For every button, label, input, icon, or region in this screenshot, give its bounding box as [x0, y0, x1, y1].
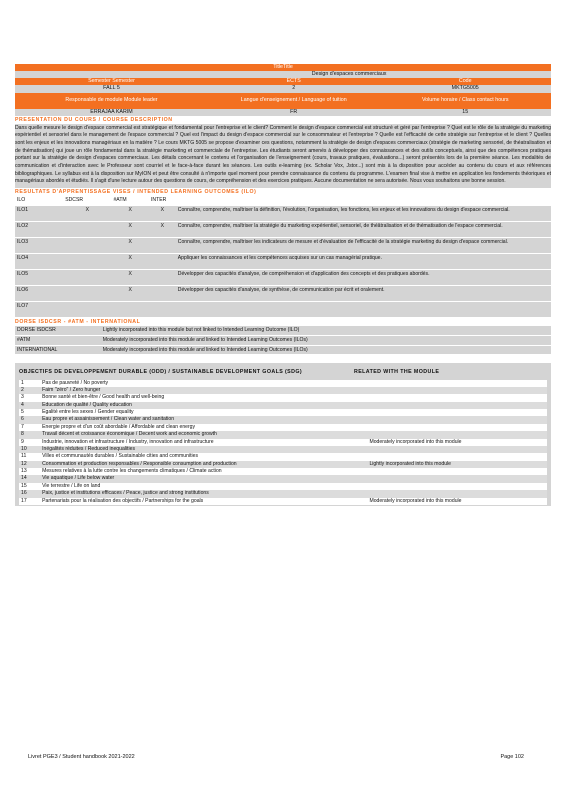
sdg-row — [19, 461, 547, 468]
sdg-related: Lightly incorporated into this module — [367, 461, 547, 468]
sdg-related — [367, 431, 547, 438]
ilo-description: Connaître, comprendre, maîtriser la définition, l'évolution, l'organisation, les fonctions, les enjeux et les innovations du design d'espace commercial. — [176, 205, 551, 221]
ilo-id: ILO4 — [15, 253, 63, 269]
ilo-row — [15, 237, 551, 253]
volume-label: Volume horaire / Class contact hours — [421, 96, 509, 103]
sdg-number: 17 — [19, 498, 40, 505]
ilo-row — [15, 253, 551, 269]
ilo-row — [15, 301, 551, 317]
semester-header-row — [15, 78, 551, 85]
ilo-inter-mark — [149, 301, 176, 317]
ilo-sdcsr-mark — [63, 237, 111, 253]
sdg-related — [367, 402, 547, 409]
ilo-id: ILO2 — [15, 221, 63, 237]
ilo-description — [176, 301, 551, 317]
page-footer — [28, 754, 524, 760]
ilo-description: Connaître, comprendre, maîtriser la stratégie du marketing expérientiel, sensoriel, de théâtralisation et de thématisation de l'espace commercial. — [176, 221, 551, 237]
footer-left: Livret PGE3 / Student handbook 2021-2022 — [28, 754, 135, 760]
sdg-row — [19, 402, 547, 409]
sdg-goal: Consommation et production responsables / Responsible consumption and production — [40, 461, 367, 468]
sdg-goal: Paix, justice et institutions efficaces / Peace, justice and strong institutions — [40, 490, 367, 497]
sdg-row — [19, 498, 547, 505]
ilo-id: ILO7 — [15, 301, 63, 317]
ilo-atm-mark — [111, 301, 149, 317]
sdg-number: 6 — [19, 416, 40, 423]
leader-value-row — [15, 109, 551, 116]
sdg-row — [19, 439, 547, 446]
sdg-number: 11 — [19, 453, 40, 460]
ects-value: 2 — [292, 85, 296, 92]
ilo-table — [15, 196, 551, 318]
sdg-number: 7 — [19, 424, 40, 431]
sdg-related — [367, 453, 547, 460]
ilo-inter-mark — [149, 285, 176, 301]
sdg-goal: Partenariats pour la réalisation des objectifs / Partnerships for the goals — [40, 498, 367, 505]
sdg-goal: Egalité entre les sexes / Gender equality — [40, 409, 367, 416]
sdg-row — [19, 416, 547, 423]
sdg-related — [367, 380, 547, 387]
sdg-related — [367, 424, 547, 431]
sdg-heading-row — [19, 369, 547, 376]
ilo-inter-mark: X — [149, 221, 176, 237]
ilo-atm-mark: X — [111, 253, 149, 269]
sdg-number: 3 — [19, 394, 40, 401]
ilo-inter-mark — [149, 269, 176, 285]
sdg-number: 2 — [19, 387, 40, 394]
ilo-sdcsr-mark — [63, 285, 111, 301]
sdg-goal: Education de qualité / Quality education — [40, 402, 367, 409]
sdg-goal: Vie terrestre / Life on land — [40, 483, 367, 490]
sdg-related — [367, 490, 547, 497]
dorse-row — [15, 326, 551, 335]
ilo-inter-mark — [149, 237, 176, 253]
code-label: Code — [458, 78, 472, 85]
dorse-text: Moderately incorporated into this module and linked to Intended Learning Outcomes (ILOs) — [101, 335, 551, 345]
leader-header-row — [15, 93, 551, 109]
ilo-atm-mark: X — [111, 285, 149, 301]
sdg-goal: Energie propre et d'un coût abordable / Affordable and clean energy — [40, 424, 367, 431]
sdg-table — [19, 380, 547, 505]
sdg-row — [19, 475, 547, 482]
sdg-number: 15 — [19, 483, 40, 490]
title-label: TitleTitle — [273, 64, 293, 70]
sdg-block — [15, 363, 551, 506]
presentation-text: Dans quelle mesure le design d'espace commercial est stratégique et fondamental pour l'entreprise et le client? Comment le design d'espace commercial est structuré et géré par l'entreprise ? Quel est le rôle de la stratégie du marketing expérientiel et sensoriel dans le management de l'espace commercial ? Quel est l'impact du design d'espace commercial sur le consommateur et l'entreprise ? Quelle est l'efficacité de cette stratégie sur l'entreprise et le client ? Quelles sont les enjeux et les innovations managériaux en la matière ? Le cours MKTG 5005 se propose d'examiner ces questions, notamment la stratégie de design d'espaces commerciaux (stratégie de marketing sensoriel, de théatralisation et de thématisation) qui joue un rôle fondamental dans la stratégie marketing et commerciale de l'entreprise. Les étudiants seront amenés à développer des connaissances et des outils conceptuels, ainsi que des compétences pratiques portant sur la stratégie de design d'espaces commerciaux. Les détails concernant le contenu et l'organisation de l'enseignement (cours, travaux pratiques, évaluations...) seront présentés lors de la première séance. Les modalités de communication et d'interaction avec le Professeur sont courriel et le face-à-face durant les séances. Les outils e-learning (ex. Scholar Vox, Jstor...) sont mis à la disposition pour accéder au contenu du cours et aux références bibliographiques. Le syllabus est à la disposition sur MyION et peut être consulté à n'importe quel moment pour prendre connaissance du contenu du programme. L'examen final vise à mettre en application les fondements théoriques et managériaux abordés et étudiés. Il s'agit d'une lecture autour des questions de cours, de compréhension et des exercices pratiques. Aucune documentation ne sera autorisée. Nous vous souhaitons une bonne session. — [15, 124, 551, 188]
dorse-text: Lightly incorporated into this module but not linked to Intended Learning Outcome (ILO) — [101, 326, 551, 335]
sdg-goal: Vie aquatique / Life below water — [40, 475, 367, 482]
sdg-goal: Inégalités réduites / Reduced inequalities — [40, 446, 367, 453]
sdg-number: 10 — [19, 446, 40, 453]
ilo-id: ILO3 — [15, 237, 63, 253]
sdg-row — [19, 431, 547, 438]
sdg-related — [367, 394, 547, 401]
sdg-related: Moderately incorporated into this module — [367, 439, 547, 446]
ilo-header-row — [15, 196, 551, 205]
sdg-row — [19, 490, 547, 497]
atm-col-header: #ATM — [111, 196, 149, 205]
ilo-sdcsr-mark — [63, 269, 111, 285]
sdg-related — [367, 387, 547, 394]
sdg-related: Moderately incorporated into this module — [367, 498, 547, 505]
ilo-row — [15, 221, 551, 237]
sdg-number: 12 — [19, 461, 40, 468]
dorse-label: #ATM — [15, 335, 101, 345]
sdg-goal: Eau propre et assainissement / Clean water and sanitation — [40, 416, 367, 423]
sdg-related — [367, 475, 547, 482]
sdcsr-col-header: SDCSR — [63, 196, 111, 205]
ilo-heading: RESULTATS D'APPRENTISSAGE VISES / INTENDED LEARNING OUTCOMES (ILO) — [15, 188, 257, 195]
ilo-description: Connaître, comprendre, maîtriser les indicateurs de mesure et d'évaluation de l'efficacité de la stratégie marketing du design d'espace commercial. — [176, 237, 551, 253]
ilo-description: Développer des capacités d'analyse, de synthèse, de communication par écrit et oralement. — [176, 285, 551, 301]
dorse-row — [15, 345, 551, 355]
sdg-related — [367, 483, 547, 490]
ilo-atm-mark: X — [111, 269, 149, 285]
semester-label: Semester Semester — [88, 78, 135, 85]
ilo-row — [15, 269, 551, 285]
sdg-number: 16 — [19, 490, 40, 497]
dorse-row — [15, 335, 551, 345]
sdg-number: 4 — [19, 402, 40, 409]
sdg-row — [19, 409, 547, 416]
volume-value: 15 — [462, 108, 469, 115]
presentation-heading: PRESENTATION DU COURS / COURSE DESCRIPTION — [15, 116, 173, 123]
course-title: Design d'espaces commerciaux — [311, 71, 387, 78]
sdg-row — [19, 453, 547, 460]
ilo-col-header: ILO — [15, 196, 63, 205]
sdg-related — [367, 468, 547, 475]
sdg-related — [367, 409, 547, 416]
sdg-number: 9 — [19, 439, 40, 446]
sdg-goal: Bonne santé et bien-être / Good health and well-being — [40, 394, 367, 401]
sdg-goal: Travail décent et croissance économique / Decent work and economic growth — [40, 431, 367, 438]
ilo-sdcsr-mark — [63, 301, 111, 317]
leader-value: ERRAJAA KARIM — [90, 108, 133, 115]
sdg-number: 5 — [19, 409, 40, 416]
sdg-row — [19, 424, 547, 431]
ilo-atm-mark: X — [111, 205, 149, 221]
title-row — [15, 64, 551, 71]
ilo-row — [15, 205, 551, 221]
semester-value: FALL 5 — [103, 85, 120, 92]
title-value-row — [15, 71, 551, 78]
footer-page-number: Page 102 — [500, 754, 524, 760]
dorse-heading: DORSE ISDCSR - #ATM - INTERNATIONAL — [15, 318, 141, 325]
ilo-id: ILO6 — [15, 285, 63, 301]
sdg-related — [367, 446, 547, 453]
sdg-goal: Industrie, innovation et infrastructure / Industry, innovation and infrastructure — [40, 439, 367, 446]
course-sheet — [15, 64, 551, 506]
sdg-number: 8 — [19, 431, 40, 438]
ilo-description: Appliquer les connaissances et les compétences acquises sur un cas managérial pratique. — [176, 253, 551, 269]
sdg-number: 14 — [19, 475, 40, 482]
sdg-number: 1 — [19, 380, 40, 387]
ilo-inter-mark — [149, 253, 176, 269]
language-label: Langue d'enseignement / Language of tuition — [240, 97, 347, 104]
sdg-row — [19, 483, 547, 490]
dorse-text: Moderately incorporated into this module and linked to Intended Learning Outcomes (ILOs) — [101, 345, 551, 355]
sdg-goal: Mesures relatives à la lutte contre les changements climatiques / Climate action — [40, 468, 367, 475]
ilo-atm-mark: X — [111, 237, 149, 253]
language-value: FR — [290, 108, 298, 115]
sdg-goal: Villes et communautés durables / Sustainable cities and communities — [40, 453, 367, 460]
dorse-label: INTERNATIONAL — [15, 345, 101, 355]
ilo-inter-mark: X — [149, 205, 176, 221]
leader-label: Responsable de module Module leader — [65, 96, 158, 103]
ects-label: ECTS — [286, 78, 301, 85]
sdg-related-heading: RELATED WITH THE MODULE — [353, 369, 440, 376]
sdg-row — [19, 387, 547, 394]
sdg-row — [19, 394, 547, 401]
semester-value-row — [15, 85, 551, 92]
ilo-sdcsr-mark — [63, 221, 111, 237]
sdg-related — [367, 416, 547, 423]
dorse-label: DORSE ISDCSR — [15, 326, 101, 335]
ilo-id: ILO1 — [15, 205, 63, 221]
sdg-heading: OBJECTIFS DE DEVELOPPEMENT DURABLE (ODD) / SUSTAINABLE DEVELOPMENT GOALS (SDG) — [19, 369, 303, 376]
sdg-row — [19, 380, 547, 387]
ilo-sdcsr-mark: X — [63, 205, 111, 221]
sdg-row — [19, 446, 547, 453]
dorse-table — [15, 326, 551, 356]
ilo-row — [15, 285, 551, 301]
sdg-goal: Pas de pauvreté / No poverty — [40, 380, 367, 387]
sdg-number: 13 — [19, 468, 40, 475]
ilo-sdcsr-mark — [63, 253, 111, 269]
sdg-goal: Faim "zéro" / Zero hunger — [40, 387, 367, 394]
inter-col-header: INTER — [149, 196, 176, 205]
ilo-id: ILO5 — [15, 269, 63, 285]
ilo-atm-mark: X — [111, 221, 149, 237]
code-value: MKTG5005 — [451, 85, 479, 92]
ilo-description: Développer des capacités d'analyse, de compréhension et d'application des concepts et des pratiques abordés. — [176, 269, 551, 285]
sdg-row — [19, 468, 547, 475]
